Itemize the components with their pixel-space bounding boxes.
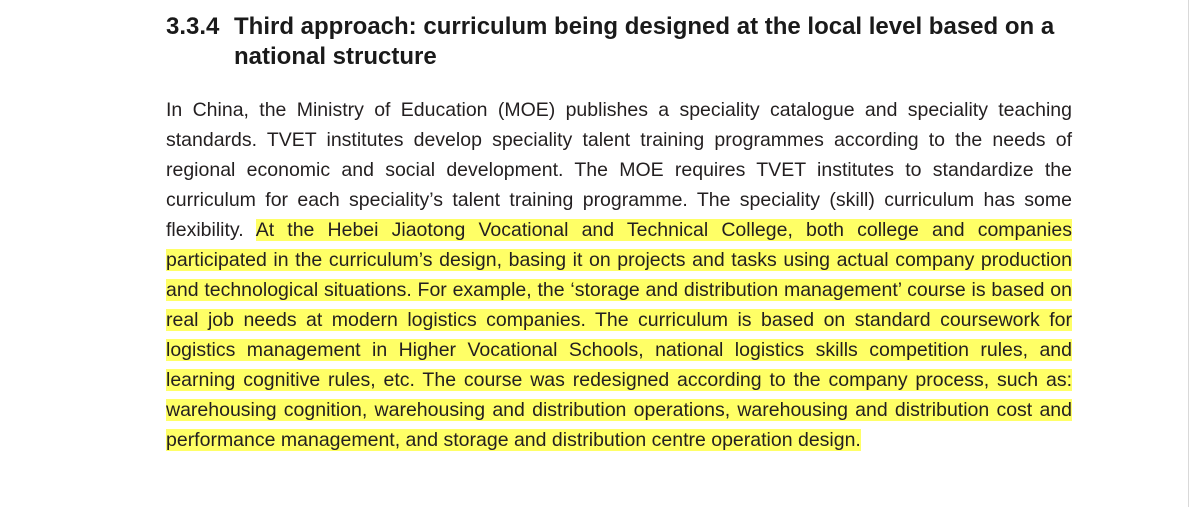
highlighted-text[interactable]: At the Hebei Jiaotong Vocational and Technical College, both college and companies participated in the curriculum’s design, basing it on projects and tasks using actual company production and technological situations. For example, the ‘storage and distribution management’ course is based on real job needs at modern logistics companies. The curriculum is based on standard coursework for logistics management in Higher Vocational Schools, national logistics skills competition rules, and learning cognitive rules, etc. The course was redesigned according to the company process, such as: warehousing cognition, warehousing and distribution operations, warehousing and distribution cost and performance management, and storage and distribution centre operation design. <box>166 219 1072 451</box>
body-paragraph <box>166 95 1072 455</box>
paragraph-plain-text: In China, the Ministry of Education (MOE) publishes a speciality catalogue and speciality teaching standards. TVET institutes develop speciality talent training programmes according to the needs of regional economic and social development. The MOE requires TVET institutes to standardize the curriculum for each speciality’s talent training programme. The speciality (skill) curriculum has some flexibility. <box>166 99 1072 241</box>
section-title: Third approach: curriculum being designed at the local level based on a national structure <box>234 13 1055 70</box>
section-heading <box>166 12 1066 72</box>
section-number: 3.3.4 <box>166 13 220 40</box>
